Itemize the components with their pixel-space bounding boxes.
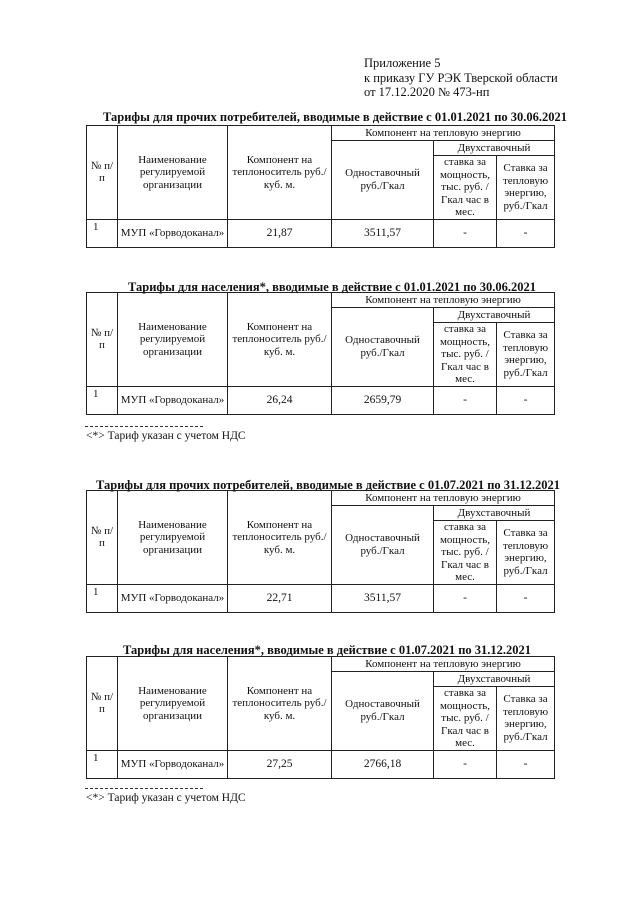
appendix-line-2: к приказу ГУ РЭК Тверской области	[364, 70, 558, 85]
cell-capacity: -	[434, 750, 497, 778]
cell-single-rate: 2766,18	[332, 750, 434, 778]
header-org: Наименование регулируемой организации	[118, 491, 228, 585]
header-capacity: ставка за мощность, тыс. руб. /Гкал час в мес.	[434, 323, 497, 387]
header-energy-group: Компонент на тепловую энергию	[332, 657, 555, 672]
header-org: Наименование регулируемой организации	[118, 293, 228, 387]
cell-org: МУП «Горводоканал»	[118, 386, 228, 414]
cell-single-rate: 3511,57	[332, 584, 434, 612]
header-num: № п/п	[87, 293, 118, 387]
header-energy-group: Компонент на тепловую энергию	[332, 293, 555, 308]
cell-coolant: 21,87	[228, 219, 332, 247]
header-org: Наименование регулируемой организации	[118, 657, 228, 751]
appendix-line-1: Приложение 5	[364, 56, 441, 70]
cell-num: 1	[87, 584, 118, 612]
cell-energy-rate: -	[497, 386, 555, 414]
tariff-table	[86, 292, 555, 415]
cell-capacity: -	[434, 219, 497, 247]
cell-single-rate: 2659,79	[332, 386, 434, 414]
header-num: № п/п	[87, 657, 118, 751]
tariff-table	[86, 490, 555, 613]
appendix-line-3: от 17.12.2020 № 473-нп	[364, 85, 490, 99]
appendix-header	[364, 56, 558, 100]
table-title: Тарифы для прочих потребителей, вводимые в действие с 01.07.2021 по 31.12.2021	[96, 478, 561, 492]
cell-org: МУП «Горводоканал»	[118, 584, 228, 612]
header-coolant: Компонент на теплоноситель руб./куб. м.	[228, 491, 332, 585]
cell-energy-rate: -	[497, 750, 555, 778]
footnote-divider	[85, 788, 203, 789]
cell-org: МУП «Горводоканал»	[118, 219, 228, 247]
tariff-table	[86, 656, 555, 779]
header-two-rate: Двухставочный	[434, 672, 555, 687]
table-row	[87, 219, 555, 247]
header-two-rate: Двухставочный	[434, 141, 555, 156]
header-num: № п/п	[87, 126, 118, 220]
header-single-rate: Одноставочный руб./Гкал	[332, 141, 434, 220]
header-org: Наименование регулируемой организации	[118, 126, 228, 220]
header-two-rate: Двухставочный	[434, 308, 555, 323]
cell-coolant: 27,25	[228, 750, 332, 778]
header-energy-rate: Ставка за тепловую энергию, руб./Гкал	[497, 156, 555, 220]
header-single-rate: Одноставочный руб./Гкал	[332, 506, 434, 585]
cell-capacity: -	[434, 584, 497, 612]
header-energy-rate: Ставка за тепловую энергию, руб./Гкал	[497, 687, 555, 751]
header-single-rate: Одноставочный руб./Гкал	[332, 308, 434, 387]
cell-single-rate: 3511,57	[332, 219, 434, 247]
cell-capacity: -	[434, 386, 497, 414]
cell-num: 1	[87, 219, 118, 247]
cell-energy-rate: -	[497, 584, 555, 612]
table-row	[87, 750, 555, 778]
header-coolant: Компонент на теплоноситель руб./куб. м.	[228, 126, 332, 220]
footnote: <*> Тариф указан с учетом НДС	[86, 430, 246, 442]
cell-org: МУП «Горводоканал»	[118, 750, 228, 778]
header-energy-rate: Ставка за тепловую энергию, руб./Гкал	[497, 521, 555, 585]
cell-coolant: 22,71	[228, 584, 332, 612]
cell-num: 1	[87, 750, 118, 778]
header-capacity: ставка за мощность, тыс. руб. /Гкал час в мес.	[434, 521, 497, 585]
table-title: Тарифы для населения*, вводимые в действие с 01.01.2021 по 30.06.2021	[128, 280, 537, 294]
tariff-table	[86, 125, 555, 248]
header-single-rate: Одноставочный руб./Гкал	[332, 672, 434, 751]
table-title: Тарифы для прочих потребителей, вводимые в действие с 01.01.2021 по 30.06.2021	[103, 110, 568, 124]
cell-energy-rate: -	[497, 219, 555, 247]
table-row	[87, 386, 555, 414]
header-capacity: ставка за мощность, тыс. руб. /Гкал час в мес.	[434, 687, 497, 751]
cell-coolant: 26,24	[228, 386, 332, 414]
header-energy-group: Компонент на тепловую энергию	[332, 491, 555, 506]
footnote: <*> Тариф указан с учетом НДС	[86, 792, 246, 804]
header-two-rate: Двухставочный	[434, 506, 555, 521]
header-coolant: Компонент на теплоноситель руб./куб. м.	[228, 293, 332, 387]
header-num: № п/п	[87, 491, 118, 585]
table-row	[87, 584, 555, 612]
header-energy-group: Компонент на тепловую энергию	[332, 126, 555, 141]
header-energy-rate: Ставка за тепловую энергию, руб./Гкал	[497, 323, 555, 387]
header-coolant: Компонент на теплоноситель руб./куб. м.	[228, 657, 332, 751]
footnote-divider	[85, 426, 203, 427]
header-capacity: ставка за мощность, тыс. руб. /Гкал час в мес.	[434, 156, 497, 220]
cell-num: 1	[87, 386, 118, 414]
table-title: Тарифы для населения*, вводимые в действие с 01.07.2021 по 31.12.2021	[123, 643, 532, 657]
